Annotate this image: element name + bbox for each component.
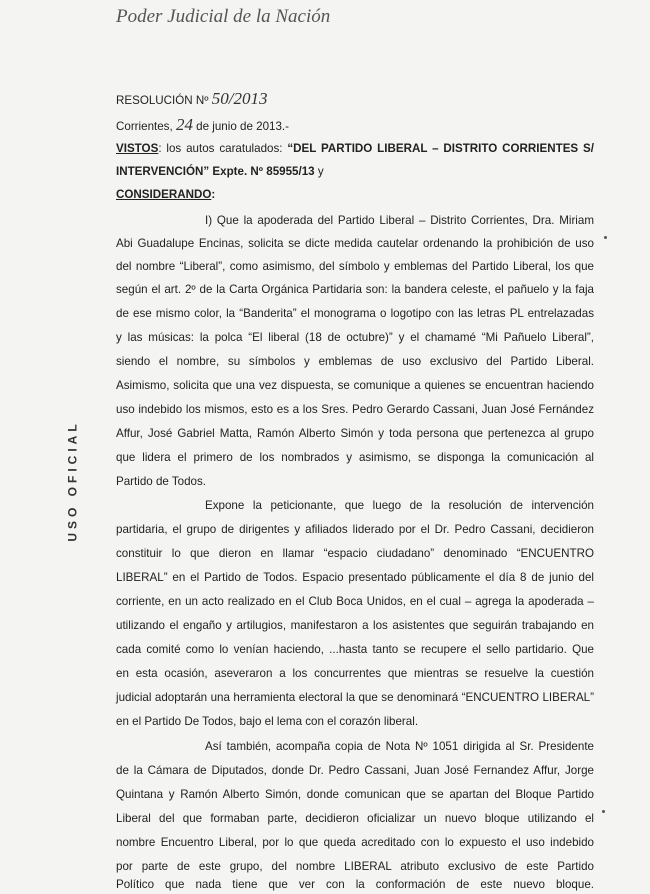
resolution-number: 50/2013 [211, 89, 268, 108]
case-title-2: INTERVENCIÓN” Expte. Nº 85955/13 [116, 165, 315, 178]
margin-dot [602, 810, 605, 813]
vistos-tail: y [314, 165, 324, 178]
p2-line: judicial adoptarán una herramienta electoral la que se denominará “ENCUENTRO LIBERAL” [116, 691, 594, 704]
p2-line: utilizando el engaño y artilugios, manifestaron a los asistentes que seguirán trabajando en [116, 619, 594, 632]
p2-line: en esta ocasión, aseveraron a los concurrentes que mientras se resuelve la cuestión [116, 667, 594, 680]
p1-line: Asimismo, solicita que una vez dispuesta, se comunique a quienes se encuentran haciendo [116, 379, 594, 392]
date-line [116, 116, 289, 135]
margin-dot [604, 236, 607, 239]
p3-line: de la Cámara de Diputados, donde Dr. Pedro Cassani, Juan José Fernandez Affur, Jorge [116, 764, 594, 777]
p1-line: uso indebido los mismos, esto es a los Sres. Pedro Gerardo Cassani, Juan José Fernández [116, 403, 594, 416]
p1-line: Partido de Todos. [116, 475, 207, 488]
p1-line: que lidera el primero de los nombrados y asimismo, se disponga la comunicación al [116, 451, 594, 464]
p1-line: I) Que la apoderada del Partido Liberal – Distrito Corrientes, Dra. Miriam [205, 214, 594, 227]
date-rest: de junio de 2013.- [196, 120, 289, 133]
p1-line: de ese mismo color, la “Banderita” el monograma o logotipo con las letras PL entrelazadas [116, 307, 594, 320]
vistos-line [116, 140, 594, 157]
letterhead-title: Poder Judicial de la Nación [116, 6, 331, 27]
p3-line: Político que nada tiene que ver con la conformación de este nuevo bloque. [116, 878, 594, 891]
p2-line: cada comité como lo venían haciendo, ...hasta tanto se recupere el sello partidario. Que [116, 643, 594, 656]
p3-line: Liberal del que formaban parte, decidieron oficializar un nuevo bloque utilizando el [116, 812, 594, 825]
resolution-label: RESOLUCIÓN Nº [116, 94, 209, 107]
p1-line: según el art. 2º de la Carta Orgánica Partidaria son: la bandera celeste, el pañuelo y la faja [116, 283, 594, 296]
side-stamp [62, 418, 84, 544]
p1-line: Abi Guadalupe Encinas, solicita se dicte medida cautelar ordenando la prohibición de uso [116, 237, 594, 250]
date-day: 24 [175, 115, 193, 134]
p2-line: en el Partido De Todos, bajo el lema con el corazón liberal. [116, 715, 419, 728]
date-city: Corrientes, [116, 120, 173, 133]
p2-line: Expone la peticionante, que luego de la resolución de intervención [205, 499, 594, 512]
side-stamp-label: USO OFICIAL [66, 420, 80, 542]
p3-line: Quintana y Ramón Alberto Simón, donde comunican que se apartan del Bloque Partido [116, 788, 594, 801]
p3-line: por parte de este grupo, del nombre LIBERAL atributo exclusivo de este Partido [116, 860, 594, 873]
p1-line: siendo el nombre, su símbolos y emblemas de uso exclusivo del Partido Liberal. [116, 355, 594, 368]
vistos-label: VISTOS [116, 142, 159, 155]
resolution-line [116, 90, 267, 109]
considerando-label: CONSIDERANDO [116, 188, 212, 201]
p3-line: nombre Encuentro Liberal, por lo que queda acreditado con lo expuesto el uso indebido [116, 836, 594, 849]
p2-line: corriente, en un acto realizado en el Club Boca Unidos, en el cual – agrega la apoderada – [116, 595, 594, 608]
p1-line: del nombre “Liberal”, como asimismo, del símbolo y emblemas del Partido Liberal, los que [116, 260, 594, 273]
p2-line: constituir lo que dieron en llamar “espacio ciudadano” denominado “ENCUENTRO [116, 547, 594, 560]
case-title-1: “DEL PARTIDO LIBERAL – DISTRITO CORRIENTES S/ [287, 142, 594, 155]
p2-line: partidaria, el grupo de dirigentes y afiliados liderado por el Dr. Pedro Cassani, decidieron [116, 523, 594, 536]
vistos-line-2 [116, 163, 324, 180]
considerando-heading: CONSIDERANDO: [116, 188, 216, 201]
p1-line: y las músicas: la polca “El liberal (18 de octubre)” y el chamamé “Mi Pañuelo Liberal”, [116, 331, 594, 344]
vistos-text: : los autos caratulados: [158, 142, 288, 155]
p3-line: Así también, acompaña copia de Nota Nº 1051 dirigida al Sr. Presidente [205, 740, 594, 753]
p2-line: LIBERAL” en el Partido de Todos. Espacio presentado públicamente el día 8 de junio del [116, 571, 594, 584]
p1-line: Affur, José Gabriel Matta, Ramón Alberto Simón y toda persona que pertenezca al grupo [116, 427, 594, 440]
